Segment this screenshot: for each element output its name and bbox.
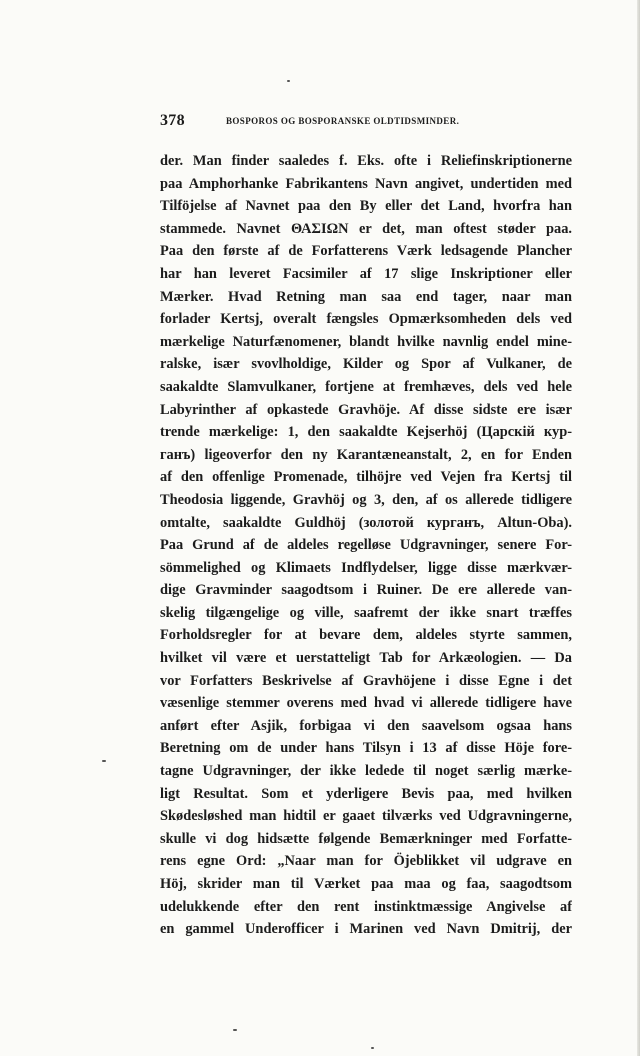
text-line: skulle vi dog hidsætte følgende Bemærkninger med Forfatte-	[160, 830, 572, 847]
text-line: forlader Kertsj, overalt fængsles Opmærksomheden dels ved	[160, 311, 572, 328]
text-line: anført efter Asjik, forbigaa vi den saavelsom ogsaa hans	[160, 717, 572, 734]
text-line: ligt Resultat. Som et yderligere Bevis paa, med hvilken	[160, 785, 572, 802]
text-line: ганъ) ligeoverfor den ny Karantæneanstalt, 2, en for Enden	[160, 446, 572, 463]
text-line: der. Man finder saaledes f. Eks. ofte i Reliefinskriptionerne	[160, 153, 572, 169]
text-line: Tilföjelse af Navnet paa den By eller det Land, hvorfra han	[160, 198, 572, 215]
text-line: ralske, især svovlholdige, Kilder og Spor af Vulkaner, de	[160, 356, 572, 373]
text-line: skelig tilgængelige og ville, saafremt der ikke snart træffes	[160, 604, 572, 621]
text-line: trende mærkelige: 1, den saakaldte Kejserhöj (Царскій кур-	[160, 424, 572, 441]
text-line: paa Amphorhanke Fabrikantens Navn angivet, undertiden med	[160, 175, 572, 192]
text-line: Forholdsregler for at bevare dem, aldeles styrte sammen,	[160, 627, 572, 644]
text-line: vor Forfatters Beskrivelse af Gravhöjene i disse Egne i det	[160, 672, 572, 689]
text-line: har han leveret Facsimiler af 17 slige Inskriptioner eller	[160, 265, 572, 282]
text-line: dige Gravminder saagodtsom i Ruiner. De ere allerede van-	[160, 582, 572, 599]
ink-speck	[233, 1029, 237, 1031]
text-line: væsenlige stemmer overens med hvad vi allerede tidligere have	[160, 695, 572, 712]
text-line: af den offenlige Promenade, tilhöjre ved Vejen fra Kertsj til	[160, 469, 572, 486]
ink-speck	[102, 760, 106, 762]
text-line: Höj, skrider man til Værket paa maa og faa, saagodtsom	[160, 876, 572, 892]
text-line: en gammel Underofficer i Marinen ved Navn Dmitrij, der	[160, 921, 572, 938]
page-number: 378	[160, 112, 185, 129]
text-line: tagne Udgravninger, der ikke ledede til noget særlig mærke-	[160, 763, 572, 780]
text-line: Paa den første af de Forfatterens Værk ledsagende Plancher	[160, 243, 572, 260]
text-line: omtalte, saakaldte Guldhöj (золотой курганъ, Altun-Oba).	[160, 514, 572, 531]
text-line: Labyrinther af opkastede Gravhöje. Af disse sidste ere især	[160, 401, 572, 418]
ink-speck	[371, 1047, 374, 1049]
text-line: Theodosia liggende, Gravhöj og 3, den, af os allerede tidligere	[160, 491, 572, 508]
text-line: hvilket vil være et uerstatteligt Tab for Arkæologien. — Da	[160, 650, 572, 667]
text-line: mærkelige Naturfænomener, blandt hvilke navnlig endel mine-	[160, 333, 572, 350]
text-line: rens egne Ord: „Naar man for Öjeblikket vil udgrave en	[160, 853, 572, 870]
text-line: Paa Grund af de aldeles regelløse Udgravninger, senere For-	[160, 537, 572, 554]
text-line: udelukkende efter den rent instinktmæssige Angivelse af	[160, 898, 572, 915]
text-line: sömmelighed og Klimaets Indflydelser, ligge disse mærkvær-	[160, 559, 572, 576]
text-line: Skødesløshed man hidtil er gaaet tilværks ved Udgravningerne,	[160, 808, 572, 825]
text-line: stammede. Navnet ΘΑΣΙΩΝ er det, man oftest støder paa.	[160, 220, 572, 237]
text-line: Mærker. Hvad Retning man saa end tager, naar man	[160, 288, 572, 305]
text-line: saakaldte Slamvulkaner, fortjene at fremhæves, dels ved hele	[160, 378, 572, 395]
running-head: BOSPOROS OG BOSPORANSKE OLDTIDSMINDER.	[226, 116, 460, 126]
body-text	[160, 150, 572, 941]
page-header	[160, 112, 572, 132]
text-line: Beretning om de under hans Tilsyn i 13 af disse Höje fore-	[160, 740, 572, 757]
ink-speck	[287, 80, 290, 82]
